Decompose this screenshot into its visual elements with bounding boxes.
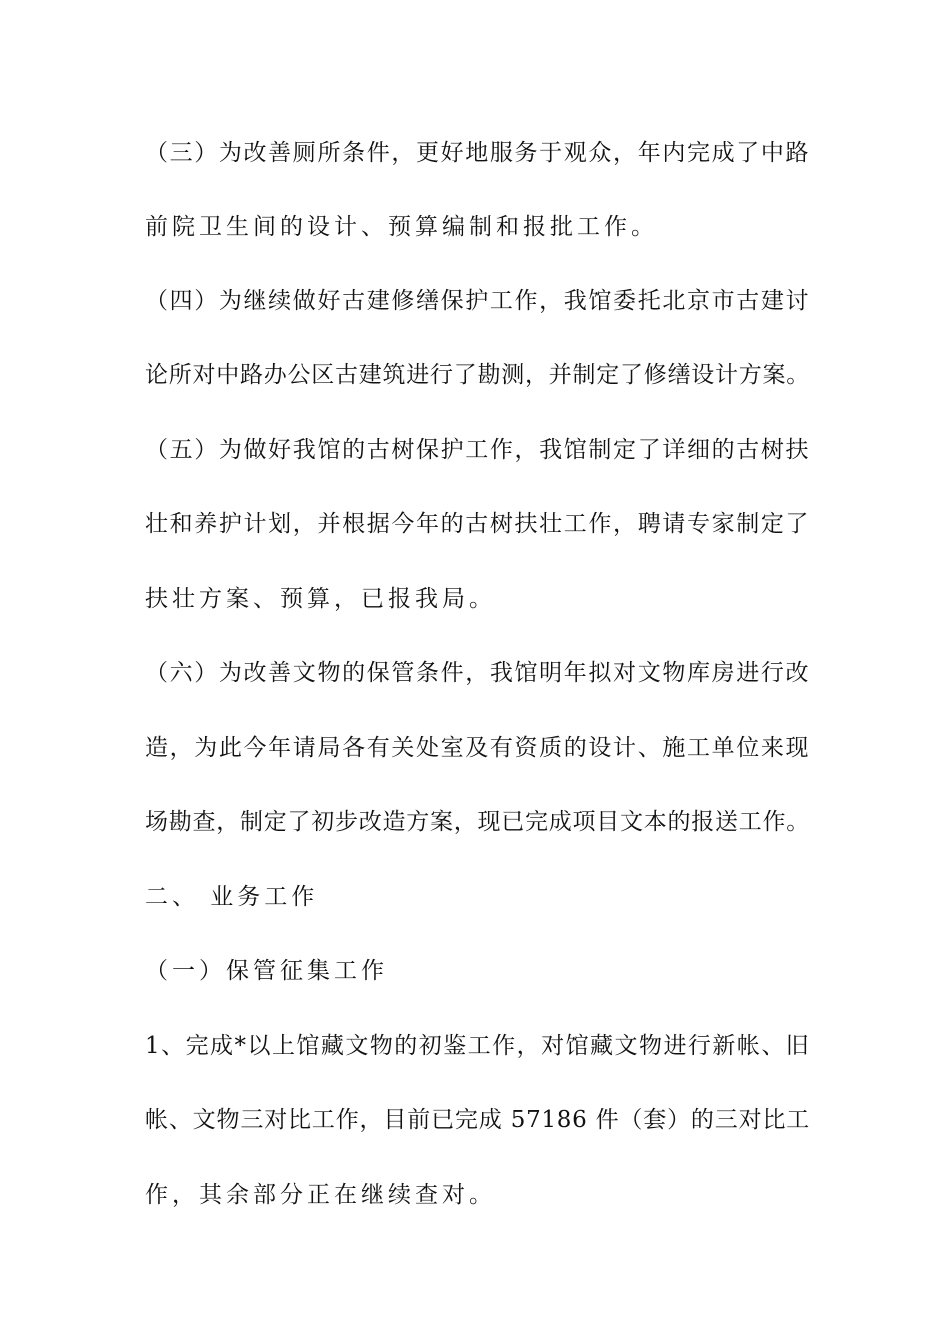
paragraph-line-1: （三）为改善厕所条件，更好地服务于观众，年内完成了中路 — [145, 140, 810, 166]
paragraph-line-10: 场勘查，制定了初步改造方案，现已完成项目文本的报送工作。 — [145, 809, 810, 835]
paragraph-line-9: 造，为此今年请局各有关处室及有资质的设计、施工单位来现 — [145, 735, 810, 761]
paragraph-line-14: 帐、文物三对比工作，目前已完成 57186 件（套）的三对比工 — [145, 1107, 810, 1133]
paragraph-line-15: 作，其余部分正在继续查对。 — [145, 1182, 496, 1208]
paragraph-line-8: （六）为改善文物的保管条件，我馆明年拟对文物库房进行改 — [145, 660, 810, 686]
paragraph-line-4: 论所对中路办公区古建筑进行了勘测，并制定了修缮设计方案。 — [145, 362, 810, 388]
paragraph-line-3: （四）为继续做好古建修缮保护工作，我馆委托北京市古建讨 — [145, 288, 810, 314]
paragraph-line-5: （五）为做好我馆的古树保护工作，我馆制定了详细的古树扶 — [145, 437, 810, 463]
section-heading: 二、 业务工作 — [145, 884, 319, 910]
paragraph-line-7: 扶壮方案、预算，已报我局。 — [145, 586, 496, 612]
subsection-heading: （一）保管征集工作 — [145, 958, 388, 984]
paragraph-line-13: 1、完成*以上馆藏文物的初鉴工作，对馆藏文物进行新帐、旧 — [145, 1033, 810, 1059]
paragraph-line-2: 前院卫生间的设计、预算编制和报批工作。 — [145, 214, 658, 240]
paragraph-line-6: 壮和养护计划，并根据今年的古树扶壮工作，聘请专家制定了 — [145, 511, 810, 537]
